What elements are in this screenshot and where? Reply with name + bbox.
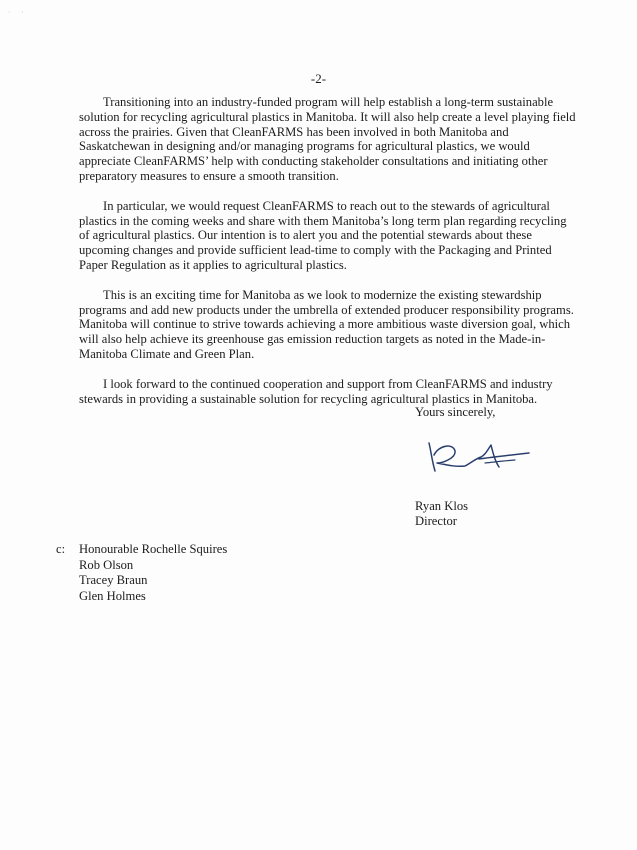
closing-salutation: Yours sincerely, [415, 405, 496, 419]
signer-title: Director [415, 514, 457, 528]
cc-recipient: Glen Holmes [79, 588, 146, 603]
cc-recipient: Honourable Rochelle Squires [79, 542, 228, 556]
cc-block [56, 542, 227, 604]
paragraph-request: In particular, we would request CleanFARMS to reach out to the stewards of agricultural plastics in the coming weeks and share with them Manitoba’s long term plan regarding recycling of agricultural plastics. Our intention is to alert you and the potential stewards about these upcoming changes and provide sufficient lead-time to comply with the Packaging and Printed Paper Regulation as it applies to agricultural plastics. [79, 198, 567, 272]
signer-name: Ryan Klos [415, 499, 469, 513]
cc-recipient: Rob Olson [79, 557, 134, 572]
signer-block [415, 499, 468, 529]
cc-recipients [79, 542, 227, 604]
scan-specks: · · [8, 10, 29, 16]
handwritten-signature [425, 433, 535, 478]
cc-recipient: Tracey Braun [79, 573, 148, 587]
paragraph-transition: Transitioning into an industry-funded program will help establish a long-term sustainable solution for recycling agricultural plastics in Manitoba. It will also help create a level playing field across the prairies. Given that CleanFARMS has been involved in both Manitoba and Saskatchewan in designing and/or managing programs for agricultural plastics, we would appreciate CleanFARMS’ help with conducting stakeholder consultations and initiating other preparatory measures to ensure a smooth transition. [79, 95, 576, 183]
letter-body [79, 95, 579, 421]
cc-label: c: [56, 542, 66, 556]
page-number: -2- [310, 71, 327, 86]
paragraph-closing-remarks: I look forward to the continued cooperation and support from CleanFARMS and industry stewards in providing a sustainable solution for recycling agricultural plastics in Manitoba. [79, 376, 553, 406]
paragraph-outlook: This is an exciting time for Manitoba as we look to modernize the existing stewardship programs and add new products under the umbrella of extended producer responsibility programs. Manitoba will continue to strive towards achieving a more ambitious waste diversion goal, which will also help achieve its greenhouse gas emission reduction targets as noted in the Made-in-Manitoba Climate and Green Plan. [79, 287, 574, 361]
